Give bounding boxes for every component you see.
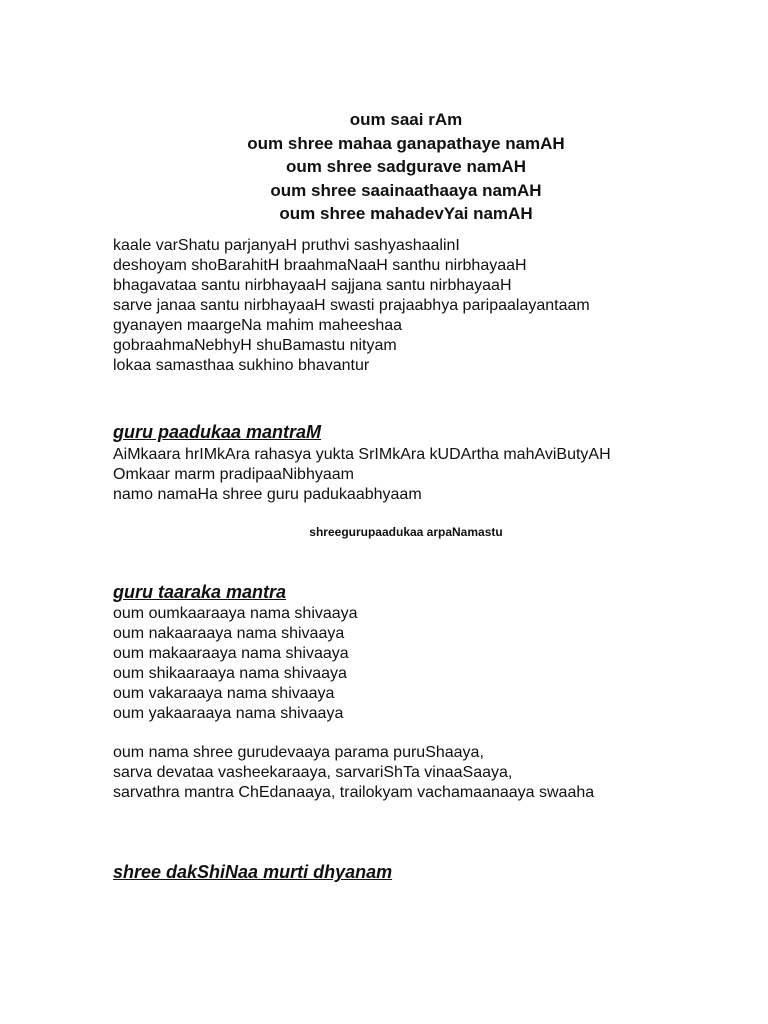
verse-line: oum nakaaraaya nama shivaaya xyxy=(113,625,345,642)
verse-line: gobraahmaNebhyH shuBamastu nityam xyxy=(113,337,397,354)
invocation-header xyxy=(0,108,768,226)
guru-taaraka-block xyxy=(113,604,358,724)
guru-prayer-block xyxy=(113,743,594,803)
guru-paadukaa-block xyxy=(113,445,611,505)
verse-line: oum nama shree gurudevaaya parama puruShaaya, xyxy=(113,744,484,761)
verse-line: oum yakaaraaya nama shivaaya xyxy=(113,705,344,722)
verse-line: lokaa samasthaa sukhino bhavantur xyxy=(113,357,370,374)
verse-line: Omkaar marm pradipaaNibhyaam xyxy=(113,466,354,483)
verse-line: oum oumkaaraaya nama shivaaya xyxy=(113,605,358,622)
section-heading-guru-taaraka: guru taaraka mantra xyxy=(113,582,287,602)
header-line: oum shree saainaathaaya namAH xyxy=(270,180,542,200)
verse-line: oum shikaaraaya nama shivaaya xyxy=(113,665,347,682)
verse-line: gyanayen maargeNa mahim maheeshaa xyxy=(113,317,403,334)
verse-line: sarvathra mantra ChEdanaaya, trailokyam vachamaanaaya swaaha xyxy=(113,784,595,801)
verse-line: namo namaHa shree guru padukaabhyaam xyxy=(113,486,422,503)
section-heading-guru-paadukaa: guru paadukaa mantraM xyxy=(113,422,322,442)
section-heading-dakshinaa-murti: shree dakShiNaa murti dhyanam xyxy=(113,862,393,882)
verse-line: sarve janaa santu nirbhayaaH swasti prajaabhya paripaalayantaam xyxy=(113,297,590,314)
verse-line: AiMkaara hrIMkAra rahasya yukta SrIMkAra kUDArtha mahAviButyAH xyxy=(113,446,611,463)
verse-line: oum makaaraaya nama shivaaya xyxy=(113,645,349,662)
verse-line: sarva devataa vasheekaraaya, sarvariShTa vinaaSaaya, xyxy=(113,764,513,781)
verse-line: deshoyam shoBarahitH braahmaNaaH santhu nirbhayaaH xyxy=(113,257,527,274)
verse-line: bhagavataa santu nirbhayaaH sajjana santu nirbhayaaH xyxy=(113,277,512,294)
verse-line: oum vakaraaya nama shivaaya xyxy=(113,685,335,702)
verse-line: kaale varShatu parjanyaH pruthvi sashyashaalinI xyxy=(113,237,460,254)
header-line: oum saai rAm xyxy=(349,110,463,129)
header-line: oum shree mahadevYai namAH xyxy=(279,204,533,223)
header-line: oum shree mahaa ganapathaye namAH xyxy=(247,133,565,153)
shanti-mantra-block xyxy=(113,236,590,376)
header-line: oum shree sadgurave namAH xyxy=(286,157,526,176)
closing-line: shreegurupaadukaa arpaNamastu xyxy=(309,525,503,539)
